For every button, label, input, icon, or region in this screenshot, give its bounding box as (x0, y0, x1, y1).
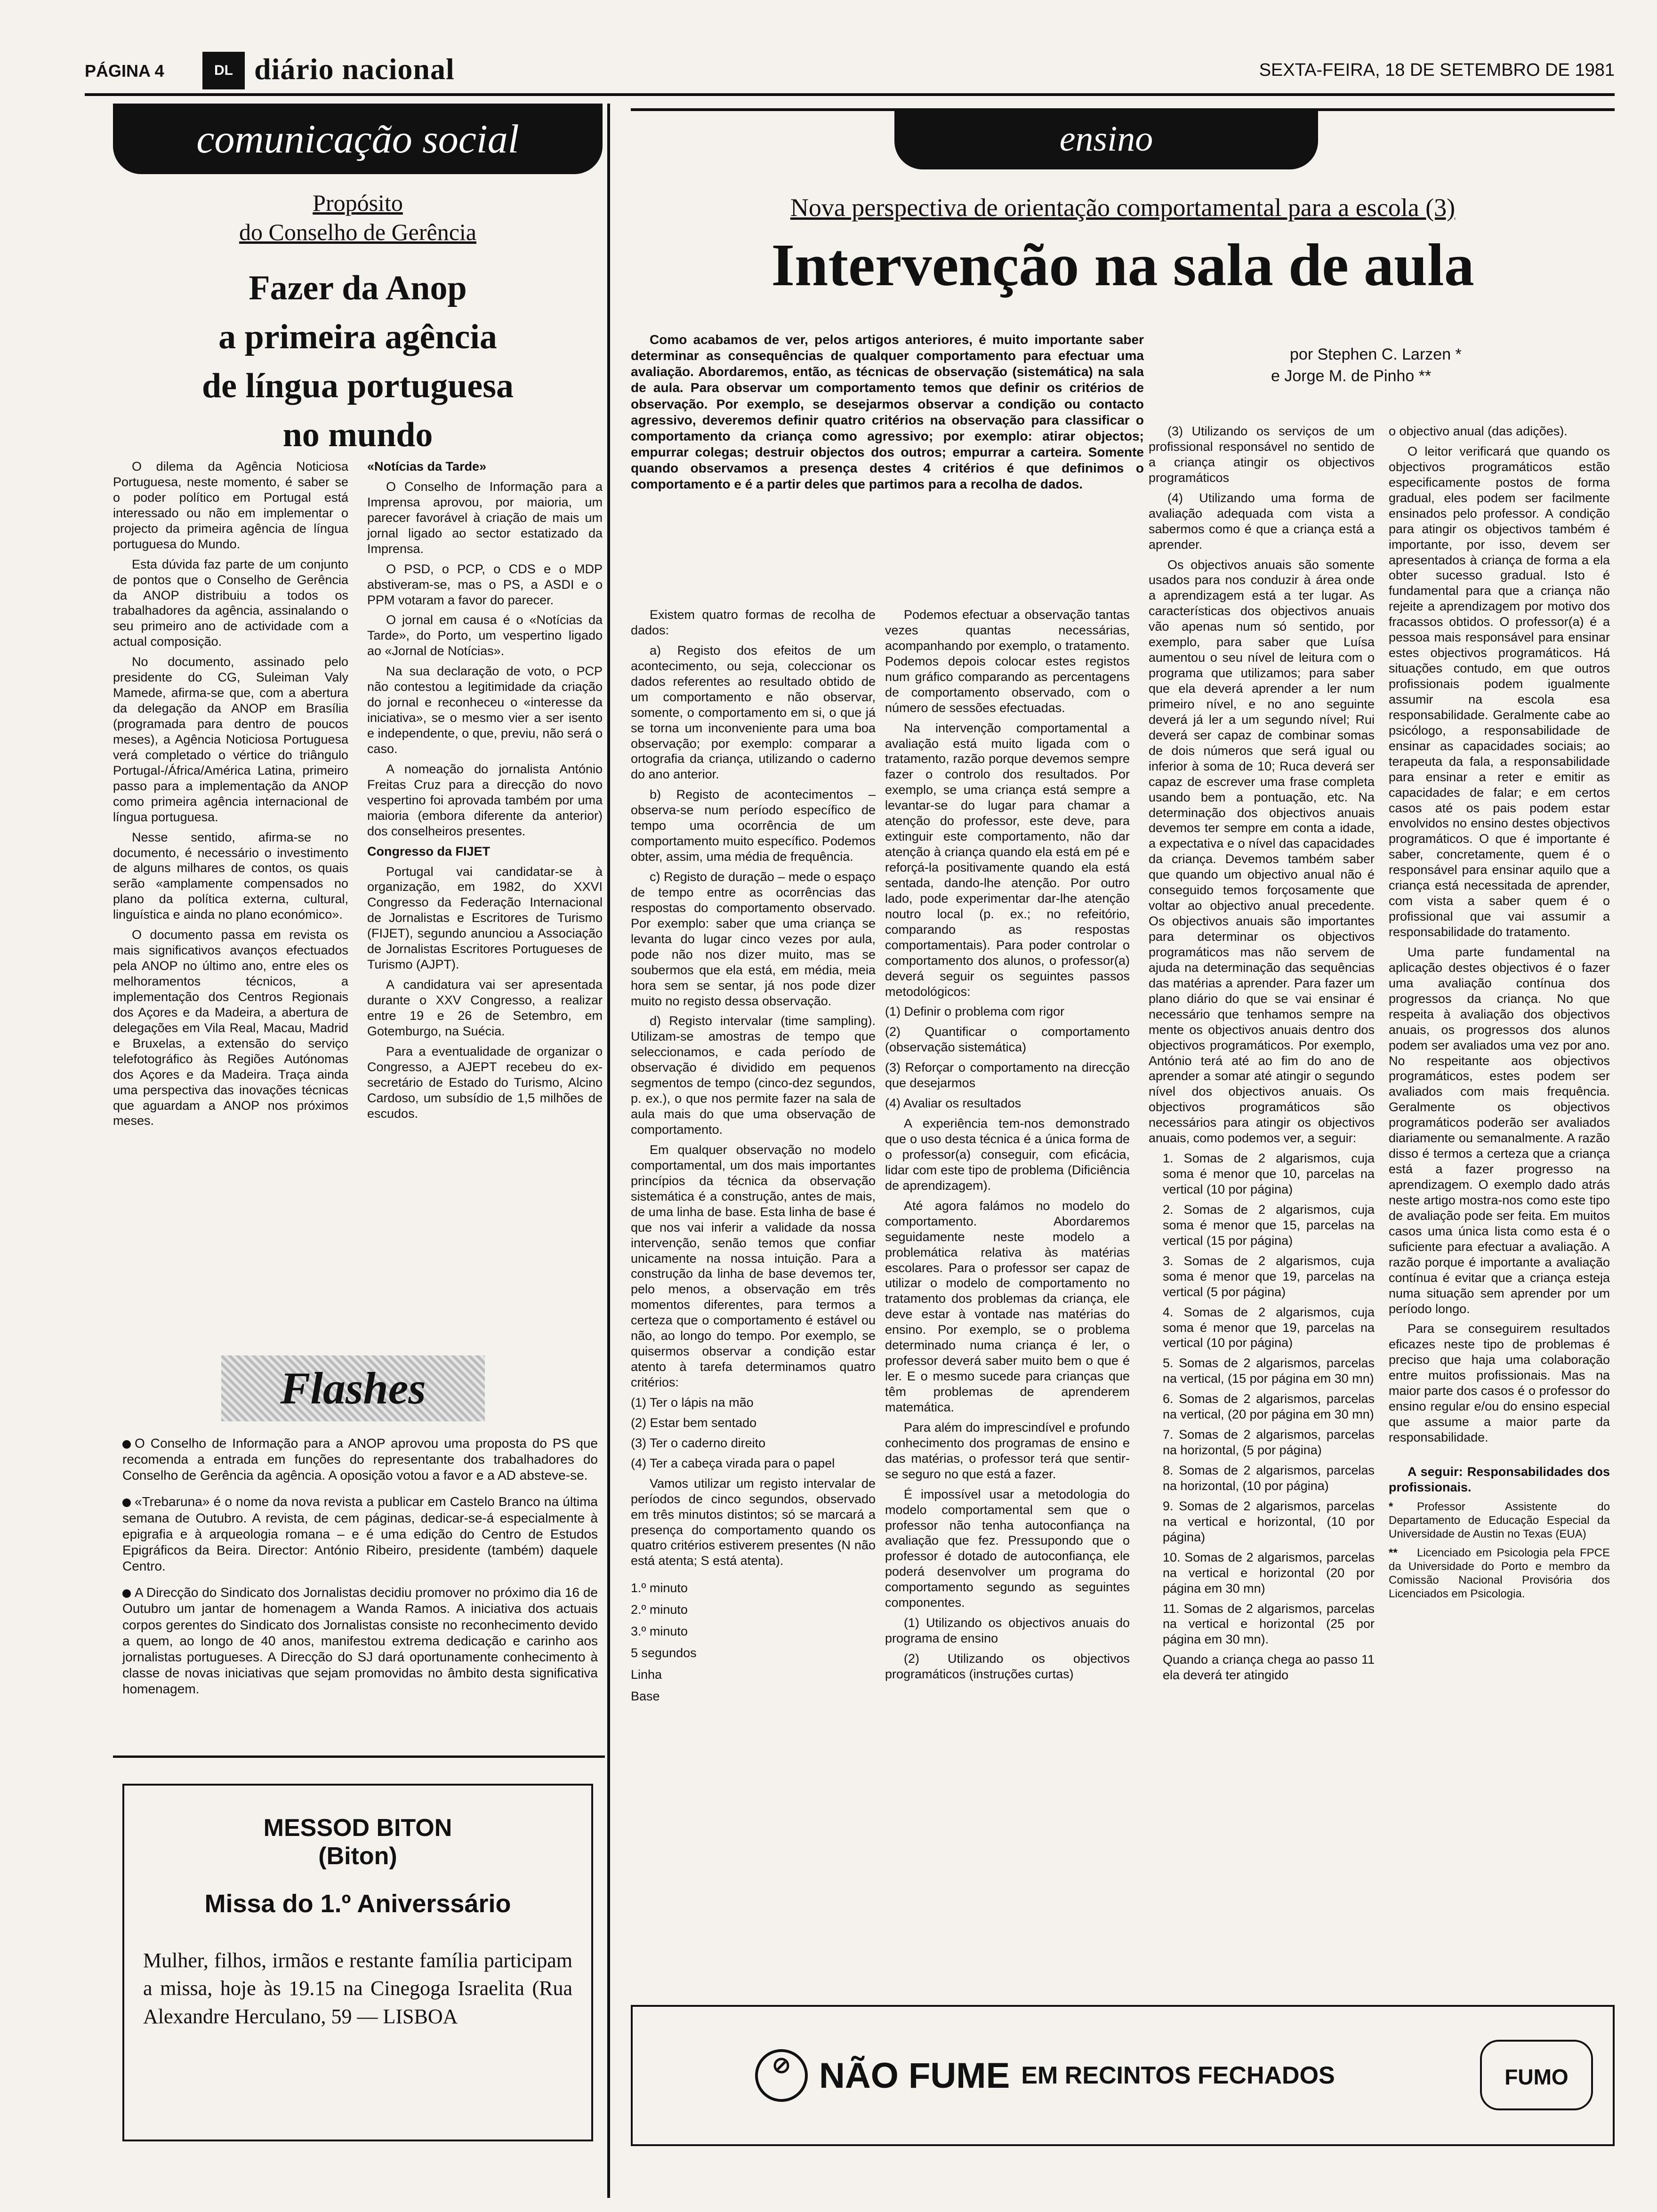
next-article: A seguir: Responsabilidades dos profissionais. (1389, 1464, 1610, 1494)
headline-left-line: a primeira agência (218, 318, 497, 356)
page-number: PÁGINA 4 (85, 61, 164, 80)
criteria-list (631, 1395, 876, 1471)
lead-text: Como acabamos de ver, pelos artigos anteriores, é muito importante saber determinar as consequências de qualquer comportamento para efectuar uma avaliação. Abordaremos, então, as técnicas de observação (sistemática) na sala de aula. Para observar um comportamento temos que definir os critérios de observação. Por exemplo, se desejarmos observar a condição ou contacto agressivo, deveremos definir quatro critérios na observação para classificar o comportamento da criança como agressivo; por exemplo: atirar objectos; empurrar colegas; destruir objectos dos outros; empurrar a carteira. Somente quando observamos a presença destes 4 critérios é que definimos o comportamento e é a partir deles que partimos para a recolha de dados. (631, 332, 1144, 492)
bullet-icon (122, 1499, 131, 1507)
list-item: 5. Somas de 2 algarismos, parcelas na vertical, (15 por página em 30 mn) (1163, 1356, 1375, 1386)
list-item: (3) Reforçar o comportamento na direcção que desejarmos (885, 1060, 1130, 1090)
obituary-ad (122, 1784, 593, 2141)
list-item: 10. Somas de 2 algarismos, parcelas na vertical e horizontal (20 por página em 30 mn) (1163, 1550, 1375, 1595)
paragraph: Até agora falámos no modelo do comportamento. Abordaremos seguidamente neste modelo a problemática relativa às matérias escolares. Para o professor ser capaz de utilizar o modelo de comportamento no tratamento dos problemas da criança, ele deve estar à vontade nas matérias do ensino. Por exemplo, se o problema determinado numa criança é ler, o professor deverá saber muito bem o que é ler. E o mesmo sucede para crianças que têm problemas de aprenderem matemática. (885, 1198, 1130, 1414)
paper-logo-icon: DL (202, 52, 245, 89)
observation-table (631, 1577, 876, 1707)
kicker-right: Nova perspectiva de orientação comportamental para a escola (3) (790, 193, 1456, 222)
section-banner-ensino: ensino (894, 108, 1318, 169)
kicker-line-2: do Conselho de Gerência (239, 219, 476, 245)
list-item: (4) Ter a cabeça virada para o papel (631, 1456, 835, 1470)
paragraph: Em qualquer observação no modelo comportamental, um dos mais importantes princípios da técnica da observação sistemática é a construção, antes de mais, de uma linha de base. Esta linha de base é que nos vai inferir a validade da nossa intervenção, senão temos que confiar unicamente na nossa intuição. Para a construção da linha de base devemos ter, pelo menos, a observação em três momentos diferentes, para termos a certeza que o comportamento é estável ou não, ao longo do tempo. Por exemplo, se quisermos observar a condição estar atento à tarefa determinamos quatro critérios: (631, 1142, 876, 1389)
table-label: Base (631, 1689, 660, 1704)
list-item: 4. Somas de 2 algarismos, cuja soma é menor que 19, parcelas na vertical (10 por página) (1163, 1305, 1375, 1350)
paragraph: Podemos efectuar a observação tantas vezes quantas necessárias, acompanhando por exemplo, o tratamento. Podemos depois colocar estes registos num gráfico comparando as percentagens de comportamento observado, com o número de sessões efectuadas. (885, 608, 1130, 715)
ad-text: Mulher, filhos, irmãos e restante família participam a missa, hoje às 19.15 na Cinegoga Israelita (Rua Alexandre Herculano, 59 — LISBOA (143, 1949, 572, 2028)
paragraph: (4) Utilizando uma forma de avaliação adequada com vista a sabermos como é que a criança está a aprender. (1149, 490, 1375, 552)
headline-left (113, 264, 603, 459)
list-item: (2) Quantificar o comportamento (observação sistemática) (885, 1025, 1130, 1055)
paragraph: (2) Utilizando os objectivos programáticos (instruções curtas) (885, 1651, 1130, 1681)
ad-alias: (Biton) (318, 1843, 397, 1870)
byline-author-1: por Stephen C. Larzen * (1290, 345, 1462, 363)
paragraph: A candidatura vai ser apresentada durante o XXV Congresso, a realizar entre 19 e 26 de Setembro, em Gotemburgo, na Suécia. (367, 978, 603, 1038)
paragraph: c) Registo de duração – mede o espaço de tempo entre as ocorrências das respostas do comportamento observado. Por exemplo: saber que uma criança se levanta do lugar cinco vezes por aula, pode não nos dizer muito, mas se soubermos que ela está, em média, meia hora sem se sentar, já nos pode dizer muito no registo dessa observação. (631, 870, 876, 1008)
issue-date: SEXTA-FEIRA, 18 DE SETEMBRO DE 1981 (1259, 60, 1615, 80)
flash-text: A Direcção do Sindicato dos Jornalistas decidiu promover no próximo dia 16 de Outubro um jantar de homenagem a Wanda Ramos. A iniciativa dos actuais corpos gerentes do Sindicato dos Jornalistas consiste no reconhecimento devido a quem, ao longo de 40 anos, manifestou extrema dedicação e carinho aos jornalistas portugueses. A Direcção do SJ dará oportunamente conhecimento à classe de novas iniciativas que sejam promovidas no âmbito desta significativa homenagem. (122, 1585, 598, 1697)
paragraph: Para além do imprescindível e profundo conhecimento dos programas de ensino e das matérias, o professor terá que sentir-se seguro no que está a fazer. (885, 1420, 1130, 1481)
subhead: «Notícias da Tarde» (367, 459, 487, 473)
list-item: 8. Somas de 2 algarismos, parcelas na horizontal, (10 por página) (1163, 1463, 1375, 1493)
lead-paragraph (631, 332, 1144, 497)
list-item: (1) Definir o problema com rigor (885, 1004, 1065, 1019)
list-item: (4) Avaliar os resultados (885, 1096, 1022, 1111)
subhead: Congresso da FIJET (367, 844, 491, 858)
paragraph: Na intervenção comportamental a avaliação está muito ligada com o tratamento, razão porque devemos sempre fazer o controlo dos resultados. Por exemplo, se uma criança está sempre a levantar-se do lugar para chamar a atenção do professor, este deve, para extinguir este comportamento, não dar atenção à criança quando ela está em pé e reforçá-la positivamente quando ela está sentada, dando-lhe atenção. Por outro lado, pode experimentar dar-lhe atenção noutro local (p. ex.; no refeitório, comparando as respostas comportamentais). Para poder controlar o comportamento dos alunos, o professor(a) deverá seguir os seguintes passos metodológicos: (885, 721, 1130, 999)
header-rule (85, 93, 1615, 96)
objectives-list (1149, 1151, 1375, 1683)
kicker-left (113, 188, 603, 247)
headline-left-line: Fazer da Anop (249, 269, 467, 307)
paragraph: Nesse sentido, afirma-se no documento, é necessário o investimento de alguns milhares de contos, os quais serão «amplamente compensados no plano da política externa, cultural, linguística e ainda no plano económico». (113, 830, 348, 922)
flashes-list (122, 1435, 598, 1707)
footnote-1: * Professor Assistente do Departamento de Educação Especial da Universidade de Austin no Texas (EUA) (1389, 1500, 1610, 1541)
flash-item (122, 1435, 598, 1483)
table-label: 3.º minuto (631, 1624, 688, 1639)
list-item: 1. Somas de 2 algarismos, cuja soma é menor que 10, parcelas na vertical (10 por página) (1163, 1151, 1375, 1196)
list-item: Quando a criança chega ao passo 11 ela deverá ter atingido (1163, 1652, 1375, 1683)
section-banner-comunicacao: comunicação social (113, 104, 603, 174)
paragraph: d) Registo intervalar (time sampling). Utilizam-se amostras de tempo que seleccionamos, e cada período de observação é dividido em pequenos segmentos de tempo (cinco-dez segundos, p. ex.), o que nos permite fazer na sala de aula mais do que uma observação de comportamento. (631, 1014, 876, 1137)
table-label: 5 segundos (631, 1646, 697, 1660)
list-item: (3) Ter o caderno direito (631, 1435, 766, 1450)
list-item: 2. Somas de 2 algarismos, cuja soma é menor que 15, parcelas na vertical (15 por página) (1163, 1202, 1375, 1248)
footnote-2: ** Licenciado em Psicologia pela FPCE da Universidade do Porto e membro da Comissão Nacional Provisória dos Licenciados em Psicologia. (1389, 1546, 1610, 1601)
paragraph: (3) Utilizando os serviços de um profissional responsável no sentido de a criança atingir os objectivos programáticos (1149, 424, 1375, 485)
paragraph: O Conselho de Informação para a Imprensa aprovou, por maioria, um parecer favorável à criação de mais um jornal ligado ao sector estatizado da Imprensa. (367, 479, 603, 556)
article-right-col4 (1389, 424, 1610, 1606)
paragraph: b) Registo de acontecimentos – observa-se num período específico de tempo uma ocorrência de um comportamento muito específico. Podemos obter, assim, uma média de frequência. (631, 787, 876, 864)
paragraph: o objectivo anual (das adições). (1389, 424, 1568, 438)
paragraph: O jornal em causa é o «Notícias da Tarde», do Porto, um vespertino ligado ao «Jornal de Notícias». (367, 613, 603, 658)
paragraph: Vamos utilizar um registo intervalar de períodos de cinco segundos, observado em três minutos distintos; só se marcará a presença do comportamento quando os quatro critérios estiverem presentes (N não está atenta; S está atenta). (631, 1476, 876, 1568)
fumo-logo: FUMO (1480, 2040, 1593, 2110)
flash-text: «Trebaruna» é o nome da nova revista a publicar em Castelo Branco na última semana de Outubro. A revista, de cem páginas, dedicar-se-á especialmente à epigrafia e à arqueologia romana – e é uma edição do Centro de Estudos Epigráficos da Beira. Director: António Ribeiro, presidente (também) daquele Centro. (122, 1494, 598, 1574)
headline-left-line: no mundo (282, 416, 433, 454)
paragraph: A experiência tem-nos demonstrado que o uso desta técnica é a única forma de o professor(a) conseguir, com eficácia, lidar com este tipo de problema (Dificiência de aprendizagem). (885, 1116, 1130, 1193)
list-item: 7. Somas de 2 algarismos, parcelas na horizontal, (5 por página) (1163, 1427, 1375, 1458)
byline-author-2: e Jorge M. de Pinho ** (1271, 367, 1432, 385)
article-left-col2 (367, 459, 603, 1126)
paragraph: Para a eventualidade de organizar o Congresso, a AJEPT recebeu do ex-secretário de Estado do Turismo, Alcino Cardoso, um subsídio de 1,5 milhões de escudos. (367, 1044, 603, 1121)
ad-name: MESSOD BITON (263, 1814, 452, 1842)
flash-item (122, 1585, 598, 1697)
no-smoking-icon: ⊘ (755, 2049, 808, 2102)
footnote-text: Professor Assistente do Departamento de Educação Especial da Universidade de Austin no Texas (EUA) (1389, 1500, 1610, 1541)
ad-title: Missa do 1.º Aniverssário (204, 1890, 511, 1918)
flashes-title: Flashes (221, 1355, 485, 1421)
list-item: 9. Somas de 2 algarismos, parcelas na vertical e horizontal, (10 por página) (1163, 1499, 1375, 1544)
table-label: 2.º minuto (631, 1603, 688, 1617)
list-item: 6. Somas de 2 algarismos, parcelas na vertical, (20 por página em 30 mn) (1163, 1392, 1375, 1422)
table-label: Linha (631, 1667, 662, 1682)
paper-name: diário nacional (254, 52, 455, 86)
paragraph: O PSD, o PCP, o CDS e o MDP abstiveram-se, mas o PS, a ASDI e o PPM votaram a favor do parecer. (367, 561, 603, 607)
paragraph: Para se conseguirem resultados eficazes neste tipo de problemas é preciso que haja uma colaboração entre muitos profissionais. Mas na maior parte dos casos é o professor do ensino regular e/ou do ensino especial que assume a maior parte da responsabilidade. (1389, 1322, 1610, 1444)
column-divider (607, 104, 610, 2198)
flash-text: O Conselho de Informação para a ANOP aprovou uma proposta do PS que recomenda a entrada em funções do representante dos trabalhadores do Conselho de Gerência da agência. A oposição votou a favor e a AD absteve-se. (122, 1436, 598, 1483)
article-left-col1 (113, 459, 348, 1133)
ad-no-smoke: NÃO FUME (819, 2055, 1010, 2096)
no-smoking-ad (631, 2005, 1615, 2146)
paragraph: O leitor verificará que quando os objectivos programáticos estão especificamente postos de forma gradual, eles podem ser facilmente ensinados pelo professor. A condição para atingir os objectivos também é importante, por isso, devem ser apresentados à criança de forma a ela obter sucesso gradual. Isto é fundamental para que a criança não rejeite a aprendizagem por motivo dos fracassos obtidos. O professor(a) é a pessoa mais responsável para ensinar estes objectivos programáticos. Há situações contudo, em que outros profissionais podem igualmente assumir na escola esa responsabilidade. Geralmente cabe ao psicólogo, a responsabilidade de ensinar as capacidades sociais; ao terapeuta da fala, a responsabilidade para ensinar a reter e emitir as capacidades de falar; e em certos casos até os pais podem estar envolvidos no ensino destes objectivos programáticos. O que é importante é saber, concretamente, quem é o responsável para ensinar aquilo que a criança está necessitada de aprender, com vista a saber quem é o profissional que vai assumir a responsabilidade do tratamento. (1389, 444, 1610, 939)
flash-item (122, 1494, 598, 1574)
paragraph: Os objectivos anuais são somente usados para nos conduzir à área onde a aprendizagem está a ter lugar. As características dos objectivos anuais vão apenas num só sentido, por exemplo, para saber que Luísa aumentou o seu nível de leitura com o programa que utilizamos; para saber que ela deverá aprender a ler num primeiro nível, e no ano seguinte deverá já ler a um segundo nível; Rui deverá ser capaz de combinar somas de dois números que será igual ou inferior à soma de 10; Ruca deverá ser capaz de escrever uma frase completa usando bem a pontuação, etc. Na determinação dos objectivos anuais devemos ter sempre em conta a idade, a expectativa e o nível das capacidades da criança. Devemos também saber que quando um objectivo anual não é conseguido temos forçosamente que voltar ao objectivo anual precedente. Os objectivos anuais são importantes para determinar os objectivos programáticos mas não servem de ajuda na determinação das sequências das matérias a aprender. Para fazer um plano diário do que se vai ensinar é necessário que tenhamos sempre na mente os objectivos anuais dentro dos objectivos programáticos. Por exemplo, António terá até ao fim do ano de aprender a somar até atingir o segundo nível dos objectivos anuais. Os objectivos programáticos são necessários para atingir os objectivos anuais, como podemos ver, a seguir: (1149, 557, 1375, 1146)
paragraph: Na sua declaração de voto, o PCP não contestou a legitimidade da criação do jornal e reconheceu o «interesse da iniciativa», se o mesmo vier a ser isento e independente, o que, previu, não será o caso. (367, 664, 603, 756)
paragraph: Esta dúvida faz parte de um conjunto de pontos que o Conselho de Gerência da ANOP distribuiu a todos os trabalhadores da agência, assinalando o seu primeiro ano de actividade com a actual composição. (113, 557, 348, 649)
paragraph: No documento, assinado pelo presidente do CG, Suleiman Valy Mamede, afirma-se que, com a abertura da delegação da ANOP em Brasília (programada para dentro de poucos meses), a Agência Noticiosa Portuguesa verá completado o vértice do triângulo Portugal-/África/América Latina, primeiro passo para a implementação da ANOP como primeira agência internacional de língua portuguesa. (113, 655, 348, 824)
paragraph: Portugal vai candidatar-se à organização, em 1982, do XXVI Congresso da Federação Internacional de Jornalistas e Escritores de Turismo (FIJET), segundo anunciou a Associação de Jornalistas Escritores Portugueses de Turismo (AJPT). (367, 864, 603, 972)
ad-closed-spaces: EM RECINTOS FECHADOS (1021, 2062, 1335, 2089)
list-item: 3. Somas de 2 algarismos, cuja soma é menor que 19, parcelas na vertical (5 por página) (1163, 1253, 1375, 1299)
rule (113, 1755, 605, 1758)
paragraph: A nomeação do jornalista António Freitas Cruz para a direcção do novo vespertino foi aprovada também por uma maioria (embora diferente da anterior) dos conselheiros presentes. (367, 761, 603, 838)
article-right-col2 (885, 607, 1130, 1687)
bullet-icon (122, 1589, 131, 1598)
table-label: 1.º minuto (631, 1581, 688, 1595)
footnote-text: Licenciado em Psicologia pela FPCE da Universidade do Porto e membro da Comissão Nacional Provisória dos Licenciados em Psicologia. (1389, 1546, 1610, 1601)
paragraph: O documento passa em revista os mais significativos avanços efectuados pela ANOP no último ano, entre eles os melhoramentos técnicos, a implementação dos Centros Regionais dos Açores e da Madeira, a abertura de delegações em Vila Real, Macau, Madrid e Bruxelas, a extensão do serviço telefotográfico às Regiões Autónomas dos Açores e da Madeira. Traça ainda uma perspectiva das inovações técnicas que aguardam a ANOP nos próximos meses. (113, 928, 348, 1128)
ad-content (755, 2049, 1414, 2106)
paragraph: (1) Utilizando os objectivos anuais do programa de ensino (885, 1616, 1130, 1646)
headline-left-line: de língua portuguesa (201, 367, 514, 405)
list-item: (1) Ter o lápis na mão (631, 1395, 754, 1410)
kicker-line-1: Propósito (313, 190, 403, 216)
paragraph: O dilema da Agência Noticiosa Portuguesa, neste momento, é saber se o poder político em Portugal está interessado ou não em implementar o projecto da primeira agência de língua portuguesa do Mundo. (113, 459, 348, 551)
headline-right: Intervenção na sala de aula (771, 232, 1474, 298)
bullet-icon (122, 1440, 131, 1449)
list-item: (2) Estar bem sentado (631, 1415, 757, 1430)
article-right-col3 (1149, 424, 1375, 1688)
paragraph: Existem quatro formas de recolha de dados: (631, 608, 876, 637)
byline (1271, 344, 1610, 387)
paragraph: Uma parte fundamental na aplicação destes objectivos é o fazer uma avaliação contínua dos progressos da criança. No que respeita à avaliação dos objectivos anuais, os progressos dos alunos podem ser avaliados uma vez por ano. No respeitante aos objectivos programáticos, estes podem ser avaliados com mais frequência. Geralmente os objectivos programáticos poderão ser avaliados diariamente ou semanalmente. A razão disso é termos a certeza que a criança está a fazer progresso na aprendizagem. O exemplo dado atrás neste artigo mostra-nos como este tipo de avaliação pode ser feita. Em muitos casos uma única lista como esta é o suficiente para efectuar a avaliação. A razão porque é importante a avaliação contínua é evitar que a criança esteja numa situação sem aprender por um período longo. (1389, 945, 1610, 1316)
steps-list (885, 1004, 1130, 1111)
paragraph: É impossível usar a metodologia do modelo comportamental sem que o professor não tenha autoconfiança na avaliação que fez. Pressupondo que o professor é dotado de autoconfiança, ele poderá desenvolver um programa do comportamento segundo as seguintes componentes. (885, 1487, 1130, 1610)
page-header (85, 52, 1615, 89)
paragraph: a) Registo dos efeitos de um acontecimento, ou seja, coleccionar os dados referentes ao resultado obtido de um comportamento e não observar, somente, o comportamento em si, o que já se torna um inconveniente para uma boa observação; por exemplo: comparar a ortografia da criança, utilizando o caderno do ano anterior. (631, 643, 876, 782)
article-right-col1 (631, 607, 876, 1707)
list-item: 11. Somas de 2 algarismos, parcelas na vertical e horizontal (25 por página em 30 mn). (1163, 1601, 1375, 1647)
